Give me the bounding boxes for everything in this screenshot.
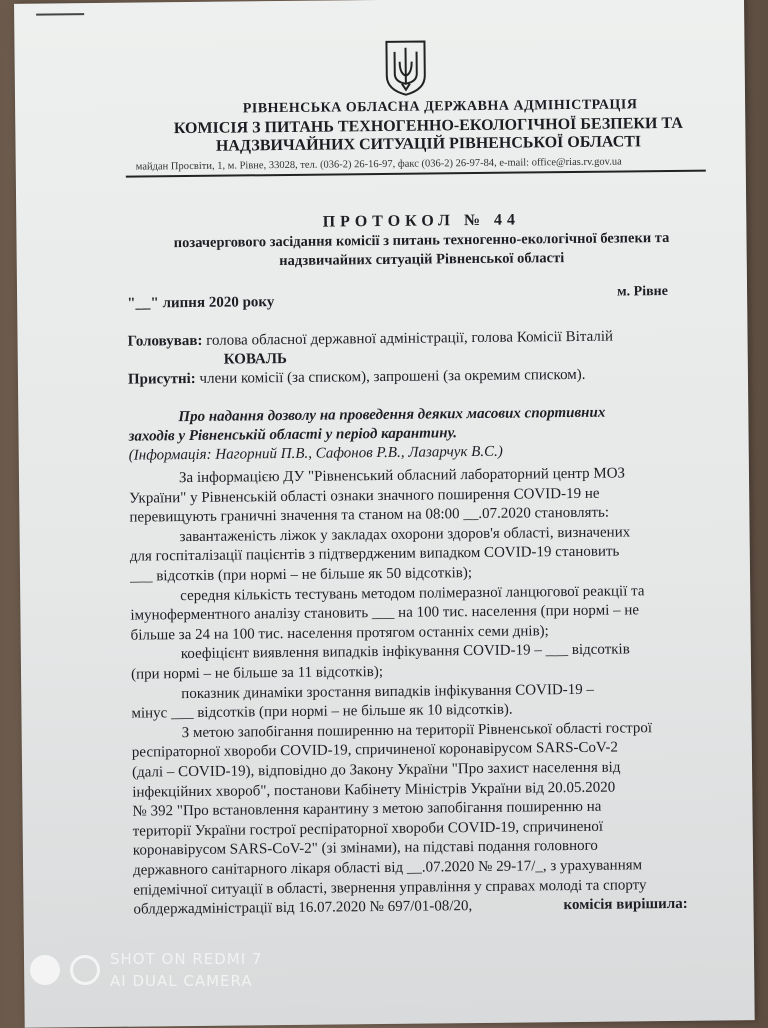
chair-label: Головував: bbox=[127, 332, 203, 350]
body-line: середня кількість тестувань методом полімеразної ланцюгової реакції та bbox=[180, 582, 645, 604]
top-dash-mark bbox=[36, 13, 84, 16]
present-line bbox=[128, 367, 586, 389]
protocol-subtitle-2: надзвичайних ситуацій Рівненської області bbox=[279, 250, 565, 270]
chair-name: КОВАЛЬ bbox=[223, 350, 288, 368]
watermark-line-1: SHOT ON REDMI 7 bbox=[110, 950, 263, 968]
body-line: України" у Рівненській області ознаки значного поширення COVID-19 не bbox=[129, 485, 600, 507]
body-line: З метою запобігання поширенню на території Рівненської області гострої bbox=[181, 719, 653, 741]
commission-line1: КОМІСІЯ З ПИТАНЬ ТЕХНОГЕННО-ЕКОЛОГІЧНОЇ БЕЗПЕКИ ТА bbox=[173, 114, 683, 138]
watermark-filled-circle-icon bbox=[30, 955, 60, 985]
body-line: мінус ___ відсотків (при нормі – не більше як 10 відсотків). bbox=[131, 701, 513, 722]
protocol-date: "__" липня 2020 року bbox=[127, 294, 275, 312]
org-name: РІВНЕНСЬКА ОБЛАСНА ДЕРЖАВНА АДМІНІСТРАЦІЯ bbox=[242, 97, 638, 117]
body-line: показник динаміки зростання випадків інфікування COVID-19 – bbox=[181, 681, 595, 702]
decision-label: комісія вирішила: bbox=[563, 896, 688, 914]
info-line: (Інформація: Нагорний П.В., Сафонов Р.В., Лазарчук В.С.) bbox=[128, 443, 503, 464]
chair-text: голова обласної державної адміністрації, голова Комісії Віталій bbox=[206, 328, 614, 349]
body-line: респіраторної хвороби COVID-19, спричиненої коронавірусом SARS-CoV-2 bbox=[131, 739, 619, 762]
commission-line2: НАДЗВИЧАЙНИХ СИТУАЦІЙ РІВНЕНСЬКОЇ ОБЛАСТІ bbox=[215, 133, 642, 155]
body-line: інфекційних хвороб", постанови Кабінету Міністрів України від 20.05.2020 bbox=[132, 779, 616, 801]
body-line: коронавірусом SARS-CoV-2" (зі змінами), на підставі подання головного bbox=[132, 838, 598, 860]
body-line: ___ відсотків (при нормі – не більше як 50 відсотків); bbox=[129, 565, 473, 585]
body-line: перевищують граничні значення та станом на 08:00 __.07.2020 становлять: bbox=[129, 504, 610, 526]
body-line: завантаженість ліжок у закладах охорони здоров'я області, визначених bbox=[179, 524, 631, 545]
present-label: Присутні: bbox=[127, 370, 196, 388]
body-line: За інформацією ДУ "Рівненський обласний лабораторний центр МОЗ bbox=[178, 465, 626, 487]
body-line: облдержадміністрації від 16.07.2020 № 697/01-08/20, bbox=[133, 898, 473, 918]
body-line: № 392 "Про встановлення карантину з метою запобігання поширенню на bbox=[132, 798, 602, 820]
protocol-subtitle-1: позачергового засідання комісії з питань техногенно-екологічної безпеки та bbox=[173, 229, 670, 252]
watermark-ring-icon bbox=[70, 955, 100, 985]
body-line: епідемічної ситуації в області, звернення управління у справах молоді та спорту bbox=[133, 876, 647, 899]
address-line: майдан Просвіти, 1, м. Рівне, 33028, тел. (036-2) 26-16-97, факс (036-2) 26-97-84, e-mail: office@rias.rv.gov.ua bbox=[135, 156, 622, 173]
topic-line-1: Про надання дозволу на проведення деяких масових спортивних bbox=[178, 404, 606, 426]
body-line: (при нормі – не більше за 11 відсотків); bbox=[130, 663, 384, 683]
body-line: території України гострої респіраторної хвороби COVID-19, спричиненої bbox=[132, 818, 604, 840]
body-line: державного санітарного лікаря області від __.07.2020 № 29-17/_, з урахуванням bbox=[133, 857, 643, 879]
protocol-city: м. Рівне bbox=[616, 283, 668, 300]
body-line: імуноферментного аналізу становить ___ на 100 тис. населення (при нормі – не bbox=[130, 602, 640, 624]
protocol-title: ПРОТОКОЛ № 44 bbox=[322, 211, 521, 231]
body-line: для госпіталізації пацієнтів з підтвердженим випадком COVID-19 становить bbox=[129, 543, 620, 566]
trident-emblem-icon bbox=[382, 39, 429, 95]
body-line: коефіцієнт виявлення випадків інфікування COVID-19 – ___ відсотків bbox=[180, 641, 630, 663]
body-line: (далі – COVID-19), відповідно до Закону України "Про захист населення від bbox=[131, 759, 621, 781]
camera-watermark bbox=[30, 948, 262, 992]
present-text: члени комісії (за списком), запрошені (за окремим списком). bbox=[199, 366, 586, 387]
topic-line-2: заходів у Рівненській області у період карантину. bbox=[128, 425, 458, 445]
chair-line bbox=[127, 329, 613, 351]
watermark-line-2: AI DUAL CAMERA bbox=[110, 972, 253, 990]
document-page bbox=[14, 0, 755, 1028]
body-line: більше за 24 на 100 тис. населення протягом останніх семи днів); bbox=[130, 623, 549, 644]
